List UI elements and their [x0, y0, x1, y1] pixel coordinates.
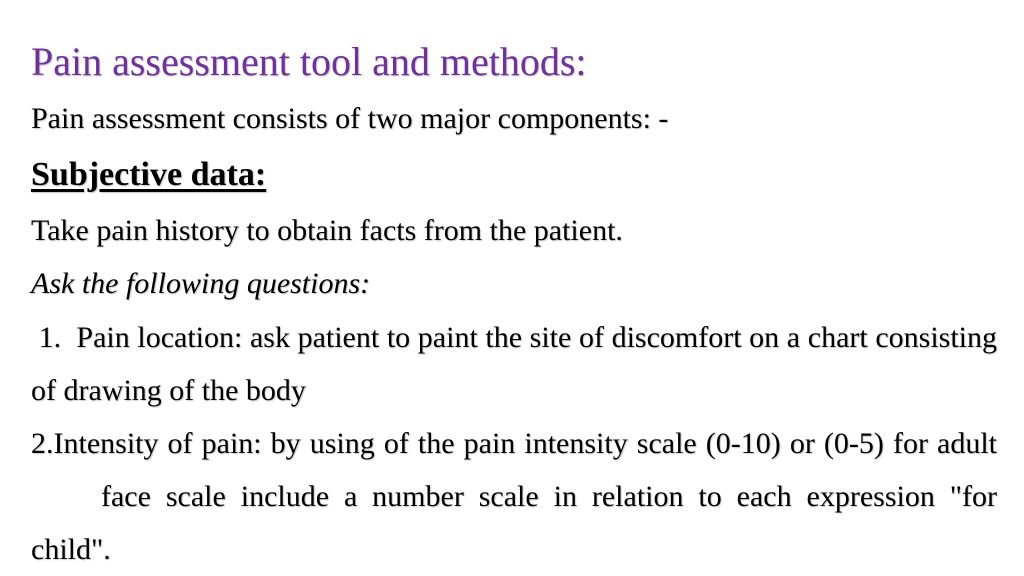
- pain-intensity-adult-text: 2.Intensity of pain: by using of the pain intensity scale (0-10) or (0-5) for adult: [31, 427, 997, 460]
- list-item-pain-intensity: [31, 417, 997, 576]
- history-text: Take pain history to obtain facts from the patient.: [31, 214, 623, 247]
- slide-title: Pain assessment tool and methods:: [31, 39, 587, 84]
- questions-prompt: Ask the following questions:: [31, 267, 371, 300]
- intro-text: Pain assessment consists of two major components: -: [31, 102, 669, 135]
- subheading-subjective-data: Subjective data:: [31, 156, 267, 193]
- list-item-pain-location: 1. Pain location: ask patient to paint the site of discomfort on a chart consisting of drawing of the body: [31, 321, 1005, 407]
- pain-intensity-child-text: face scale include a number scale in relation to each expression "for child".: [31, 480, 997, 566]
